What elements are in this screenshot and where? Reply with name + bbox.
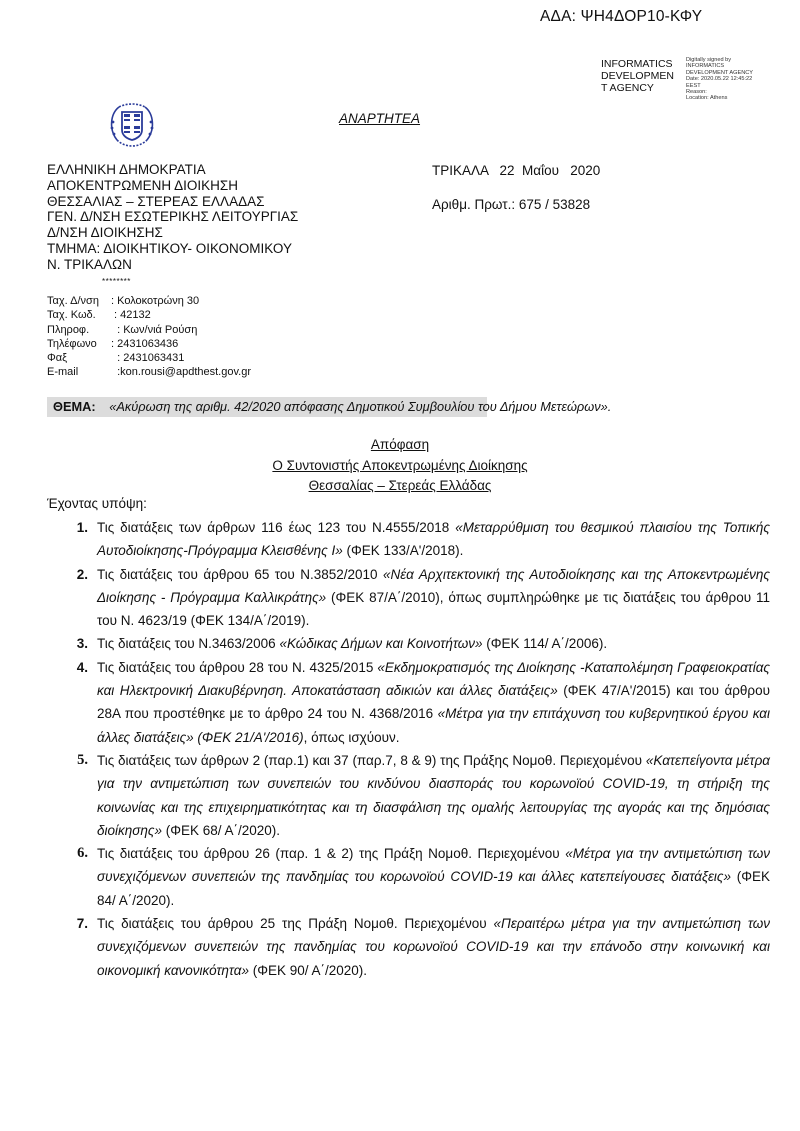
authority-line: ΤΜΗΜΑ: ΔΙΟΙΚΗΤΙΚΟΥ- ΟΙΚΟΝΟΜΙΚΟΥ xyxy=(47,240,292,256)
contact-row xyxy=(47,308,251,322)
item-text-segment: , όπως ισχύουν. xyxy=(303,729,400,745)
signature-detail-line: Location: Athens xyxy=(686,95,728,102)
item-text xyxy=(97,912,770,982)
consideration-item xyxy=(64,749,770,842)
law-title: «Περαιτέρω μέτρα για την αντιμετώπιση των συνεχιζόμενων συνεπειών της πανδημίας του κορωνοϊού COVID-19 και την επάνοδο στην κοινωνική και οικονομική κανονικότητα» xyxy=(97,916,771,978)
item-number: 2. xyxy=(76,566,88,582)
signature-detail-line: Date: 2020.05.22 12:45:22 xyxy=(686,76,753,83)
issuing-authority xyxy=(47,162,298,273)
item-number: 7. xyxy=(76,916,88,932)
signature-detail-line: DEVELOPMENT AGENCY xyxy=(686,69,754,76)
authority-line: ΕΛΛΗΝΙΚΗ ΔΗΜΟΚΡΑΤΙΑ xyxy=(47,162,206,177)
item-text-segment: Τις διατάξεις του άρθρου 25 της Πράξη Νομοθ. Περιεχομένου xyxy=(97,916,494,932)
contact-value: : Κων/νιά Ρούση xyxy=(111,323,198,336)
item-number: 6. xyxy=(77,845,88,862)
digital-signature-details xyxy=(686,57,753,102)
digital-signature-agency xyxy=(601,58,674,94)
law-title: «Κατεπείγοντα μέτρα για την αντιμετώπιση των συνεπειών του κινδύνου διασποράς του κορωνοϊού COVID-19, τη στήριξη της κοινωνίας και της επιχειρηματικότητας και τη διασφάλιση της ομαλής λειτουργίας της αγοράς και της δημόσιας διοίκησης» xyxy=(97,752,770,838)
law-title: «Μέτρα για την επιτάχυνση του κυβερνητικού έργου και άλλες διατάξεις» (ΦΕΚ 21/Α'/2016) xyxy=(97,706,770,745)
item-text-segment: Τις διατάξεις των άρθρων 116 έως 123 του Ν.4555/2018 xyxy=(97,520,456,535)
item-text-segment: (ΦΕΚ 133/Α'/2018). xyxy=(342,543,464,559)
item-text xyxy=(97,516,770,563)
signature-detail-line: Digitally signed by xyxy=(686,57,732,63)
law-title: «Κώδικας Δήμων και Κοινοτήτων» xyxy=(279,636,483,652)
item-number: 4. xyxy=(76,659,88,675)
law-title: «Μεταρρύθμιση του θεσμικού πλαισίου της Τοπικής Αυτοδιοίκησης-Πρόγραμμα Κλεισθένης Ι» xyxy=(97,520,770,559)
item-text-segment: (ΦΕΚ 90/ Α΄/2020). xyxy=(248,962,368,978)
contact-label: E-mail xyxy=(47,366,79,379)
item-text-segment: Τις διατάξεις του άρθρου 26 (παρ. 1 & 2) της Πράξη Νομοθ. Περιεχομένου xyxy=(97,846,566,862)
item-text xyxy=(97,656,770,749)
item-text xyxy=(97,749,770,842)
item-text-segment: (ΦΕΚ 68/ Α΄/2020). xyxy=(161,822,281,838)
decision-issuer: Ο Συντονιστής Αποκεντρωμένης Διοίκησης xyxy=(272,458,528,473)
signature-detail-line: EEST xyxy=(686,82,701,89)
signature-agency-line: DEVELOPMEN xyxy=(601,70,674,82)
protocol-number: Αριθμ. Πρωτ.: 675 / 53828 xyxy=(432,197,591,212)
contact-label: Πληροφ. xyxy=(47,323,90,336)
item-number: 5. xyxy=(77,751,88,768)
subject-text: «Ακύρωση της αριθμ. 42/2020 απόφασης Δημοτικού Συμβουλίου του Δήμου Μετεώρων». xyxy=(109,399,612,414)
contact-row xyxy=(47,351,251,365)
contact-row xyxy=(47,294,251,308)
item-text xyxy=(97,563,770,633)
signature-detail-line: Reason: xyxy=(686,89,707,96)
consideration-item xyxy=(64,632,770,655)
contact-label: Ταχ. Δ/νση xyxy=(47,295,99,307)
item-text-segment: Τις διατάξεις του άρθρου 65 του Ν.3852/2010 xyxy=(97,566,383,582)
item-text-segment: (ΦΕΚ 87/Α΄/2010), όπως συμπληρώθηκε με τις διατάξεις του άρθρου 11 του Ν. 4623/19 (ΦΕΚ 134/Α΄/2019). xyxy=(97,589,770,629)
greek-coat-of-arms-icon xyxy=(107,100,157,152)
item-text-segment: Τις διατάξεις του άρθρου 28 του Ν. 4325/2015 xyxy=(97,659,378,675)
item-number: 3. xyxy=(76,636,88,652)
decision-title: Απόφαση xyxy=(370,437,430,452)
item-text xyxy=(97,632,770,655)
authority-line: ΓΕΝ. Δ/ΝΣΗ ΕΣΩΤΕΡΙΚΗΣ ΛΕΙΤΟΥΡΓΙΑΣ xyxy=(47,209,299,225)
item-text-segment: Τις διατάξεις του Ν.3463/2006 xyxy=(97,636,280,652)
ada-code: ΑΔΑ: ΨΗ4ΔΟΡ10-ΚΦΥ xyxy=(540,8,703,25)
contact-row xyxy=(47,323,251,337)
consideration-item xyxy=(64,516,770,563)
contact-row xyxy=(47,337,251,351)
item-number: 1. xyxy=(76,520,88,535)
contact-label: Φαξ xyxy=(47,352,68,365)
signature-detail-line: INFORMATICS xyxy=(686,63,725,70)
authority-line: ΘΕΣΣΑΛΙΑΣ – ΣΤΕΡΕΑΣ ΕΛΛΑΔΑΣ xyxy=(47,193,265,209)
contact-label: Ταχ. Κωδ. xyxy=(47,309,96,322)
contact-value: :kon.rousi@apdthest.gov.gr xyxy=(111,366,251,379)
posting-label: ΑΝΑΡΤΗΤΕΑ xyxy=(339,111,421,126)
contact-label: Τηλέφωνο xyxy=(47,337,97,350)
consideration-item xyxy=(64,656,770,749)
contact-value: : Κολοκοτρώνη 30 xyxy=(111,295,200,307)
contact-info xyxy=(47,294,251,380)
signature-agency-line: T AGENCY xyxy=(601,82,654,94)
authority-line: ΑΠΟΚΕΝΤΡΩΜΕΝΗ ΔΙΟΙΚΗΣΗ xyxy=(47,177,238,193)
place-date: ΤΡΙΚΑΛΑ 22 Μαΐου 2020 xyxy=(432,163,601,178)
item-text-segment: (ΦΕΚ 114/ Α΄/2006). xyxy=(482,636,608,652)
authority-line: Δ/ΝΣΗ ΔΙΟΙΚΗΣΗΣ xyxy=(47,225,163,241)
contact-row xyxy=(47,365,251,379)
item-text-segment: (ΦΕΚ 47/Α'/2015) και του άρθρου 28Α που προστέθηκε με το άρθρο 24 του Ν. 4368/2016 xyxy=(97,683,771,722)
subject xyxy=(53,399,611,414)
consideration-item xyxy=(64,563,770,633)
separator: ******** xyxy=(102,277,131,286)
law-title: «Μέτρα για την αντιμετώπιση των συνεχιζόμενων συνεπειών της πανδημίας του κορωνοϊού COVID-19 και άλλες κατεπείγουσες διατάξεις» xyxy=(97,846,770,885)
contact-value: : 2431063436 xyxy=(111,337,179,350)
contact-value: : 42132 xyxy=(111,309,151,322)
considerations-list xyxy=(64,516,770,982)
subject-label: ΘΕΜΑ: xyxy=(53,399,96,414)
considerations-intro: Έχοντας υπόψη: xyxy=(47,496,147,511)
item-text-segment: Τις διατάξεις των άρθρων 2 (παρ.1) και 37 (παρ.7, 8 & 9) της Πράξης Νομοθ. Περιεχομένου xyxy=(97,752,646,768)
item-text-segment: (ΦΕΚ 84/ Α΄/2020). xyxy=(97,869,770,908)
consideration-item xyxy=(64,842,770,912)
consideration-item xyxy=(64,912,770,982)
authority-line: Ν. ΤΡΙΚΑΛΩΝ xyxy=(47,256,132,272)
law-title: «Εκδημοκρατισμός της Διοίκησης -Καταπολέμηση Γραφειοκρατίας και Ηλεκτρονική Διακυβέρνηση. Αποκατάσταση αδικιών και άλλες διατάξεις» xyxy=(97,659,770,699)
item-text xyxy=(97,842,770,912)
contact-value: : 2431063431 xyxy=(111,352,185,365)
signature-agency-line: INFORMATICS xyxy=(601,58,673,70)
decision-region: Θεσσαλίας – Στερεάς Ελλάδας xyxy=(308,478,492,493)
law-title: «Νέα Αρχιτεκτονική της Αυτοδιοίκησης και της Αποκεντρωμένης Διοίκησης - Πρόγραμμα Καλλικράτης» xyxy=(97,566,770,605)
